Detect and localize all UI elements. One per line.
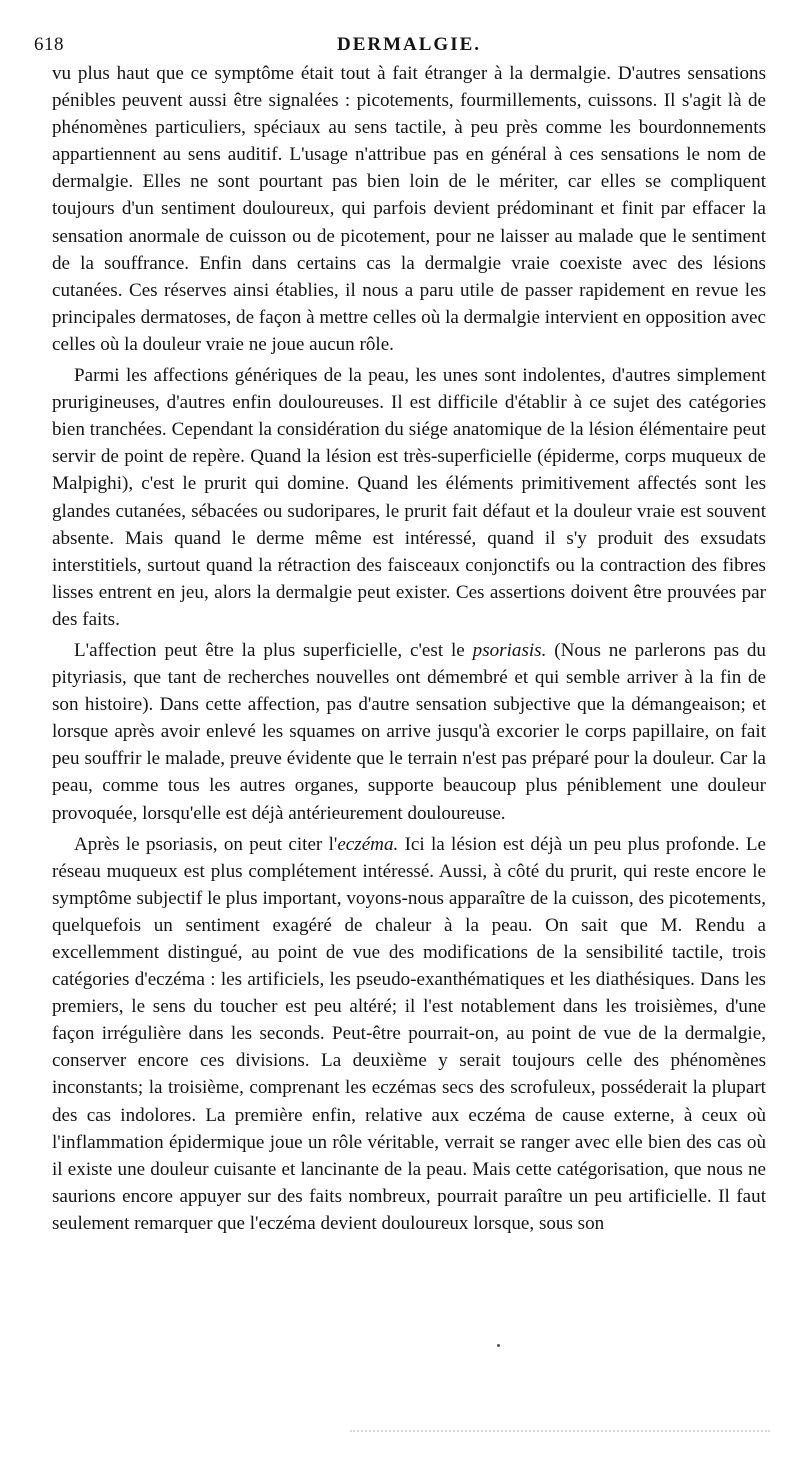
text-segment: Parmi les affections génériques de la peau, les unes sont indolentes, d'autres simplement prurigineuses, d'autres enfin douloureuses. Il est difficile d'établir à ce sujet des catégories bien tranchées. Cependant la considération du siége anatomique de la lésion élémentaire peut servir de point de repère. Quand la lésion est très-superficielle (épiderme, corps muqueux de Malpighi), c'est le prurit qui domine. Quand les éléments primitivement affectés sont les glandes cutanées, sébacées ou sudoripares, le prurit fait défaut et la douleur vraie est souvent absente. Mais quand le derme même est intéressé, quand il s'y produit des exsudats interstitiels, surtout quand la rétraction des faisceaux conjonctifs ou la contraction des fibres lisses entrent en jeu, alors la dermalgie peut exister. Ces assertions doivent être prouvées par des faits. [52, 365, 766, 630]
text-segment: vu plus haut que ce symptôme était tout à fait étranger à la dermalgie. D'autres sensations pénibles peuvent aussi être signalées : picotements, fourmillements, cuissons. Il s'agit là de phénomènes particuliers, spéciaux au sens tactile, à peu près comme les bourdonnements appartiennent au sens auditif. L'usage n'attribue pas en général à ces sensations le nom de dermalgie. Elles ne sont pourtant pas bien loin de le mériter, car elles se compliquent toujours d'un sentiment douloureux, qui parfois devient prédominant et finit par effacer la sensation anormale de cuisson ou de picotement, pour ne laisser au malade que le sentiment de la souffrance. Enfin dans certains cas la dermalgie vraie coexiste avec des lésions cutanées. Ces réserves ainsi établies, il nous a paru utile de passer rapidement en revue les principales dermatoses, de façon à mettre celles où la dermalgie intervient en opposition avec celles où la douleur vraie ne joue aucun rôle. [52, 63, 766, 355]
body-text [52, 60, 766, 1237]
italic-term: eczéma. [337, 833, 399, 855]
paragraph [52, 60, 766, 358]
text-segment: L'affection peut être la plus superficielle, c'est le [74, 639, 473, 661]
running-title: DERMALGIE. [336, 34, 482, 55]
running-head [34, 30, 766, 60]
text-segment: Après le psoriasis, on peut citer l' [74, 833, 338, 855]
page-number: 618 [34, 34, 64, 55]
text-segment: Ici la lésion est déjà un peu plus profonde. Le réseau muqueux est plus complétement intéressé. Aussi, à côté du prurit, qui reste encore le symptôme subjectif le plus important, voyons-nous apparaître de la cuisson, des picotements, quelquefois un sentiment exagéré de chaleur à la peau. On sait que M. Rendu a excellemment distingué, au point de vue des modifications de la sensibilité tactile, trois catégories d'eczéma : les artificiels, les pseudo-exanthématiques et les diathésiques. Dans les premiers, le sens du toucher est peu altéré; il l'est notablement dans les troisièmes, d'une façon irrégulière dans les seconds. Peut-être pourrait-on, au point de vue de la dermalgie, conserver encore ces divisions. La deuxième y serait toujours celle des phénomènes inconstants; la troisième, comprenant les eczémas secs des scrofuleux, posséderait la plupart des cas indolores. La première enfin, relative aux eczéma de cause externe, à ceux où l'inflammation épidermique joue un rôle véritable, verrait se ranger avec elle bien des cas où il existe une douleur cuisante et lancinante de la peau. Mais cette catégorisation, que nous ne saurions encore appuyer sur des faits nombreux, pourrait paraître un peu artificielle. Il faut seulement remarquer que l'eczéma devient douloureux lorsque, sous son [52, 833, 766, 1234]
paragraph [52, 637, 766, 827]
paragraph [52, 831, 766, 1237]
italic-term: psoriasis. [472, 639, 547, 661]
paragraph [52, 362, 766, 633]
footer-smudge [350, 1430, 770, 1436]
text-segment: (Nous ne parlerons pas du pityriasis, que tant de recherches nouvelles ont démembré et qui semble arriver à la fin de son histoire). Dans cette affection, pas d'autre sensation subjective que la démangeaison; et lorsque après avoir enlevé les squames on arrive jusqu'à excorier le corps papillaire, on fait peu souffrir le malade, preuve évidente que le terrain n'est pas préparé pour la douleur. Car la peau, comme tous les autres organes, supporte beaucoup plus péniblement une douleur provoquée, lorsqu'elle est déjà antérieurement douloureuse. [52, 639, 766, 824]
ink-speck [497, 1344, 500, 1347]
